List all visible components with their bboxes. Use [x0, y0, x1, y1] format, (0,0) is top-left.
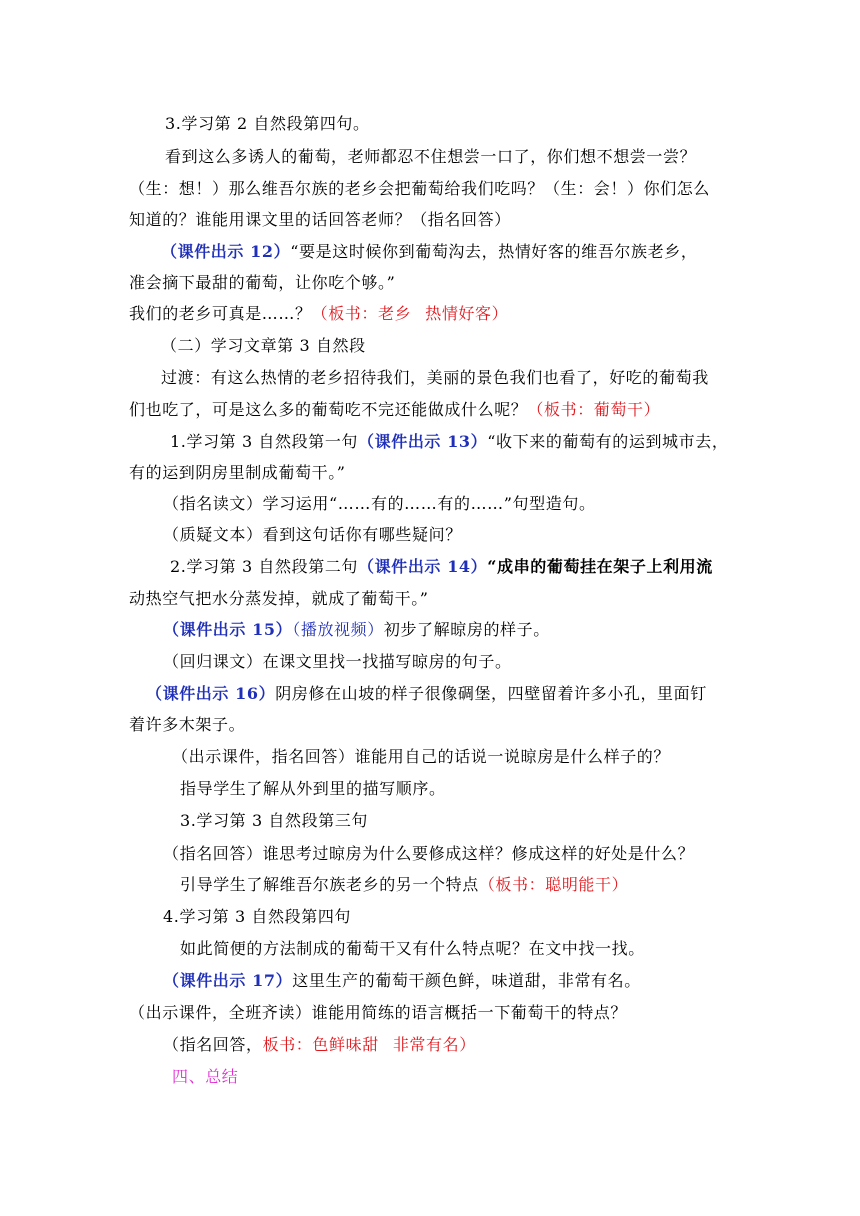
section-heading-summary: 四、总结 [172, 1067, 239, 1086]
line-22: 指导学生了解从外到里的描写顺序。 [180, 779, 446, 798]
line-18: （回归课文）在课文里找一找描写晾房的句子。 [163, 652, 512, 671]
line-10-text: 们也吃了，可是这么多的葡萄吃不完还能做成什么呢？ [129, 400, 528, 419]
line-6: 准会摘下最甜的葡萄，让你吃个够。” [129, 273, 396, 292]
line-21: （出示课件，指名回答）谁能用自己的话说一说晾房是什么样子的？ [172, 747, 671, 766]
line-8-section-heading: （二）学习文章第 3 自然段 [161, 336, 366, 355]
line-2: 看到这么多诱人的葡萄，老师都忍不住想尝一口了，你们想不想尝一尝？ [165, 147, 697, 166]
line-25-text: 引导学生了解维吾尔族老乡的另一个特点 [180, 875, 479, 894]
line-14: （质疑文本）看到这句话你有哪些疑问？ [163, 525, 462, 544]
line-4: 知道的？谁能用课文里的话回答老师？（指名回答） [129, 210, 511, 229]
line-7-text: 我们的老乡可真是……？ [129, 304, 312, 323]
board-note-laoxiang: （板书：老乡 [311, 304, 412, 323]
board-note-smart: （板书：聪明能干） [478, 875, 629, 894]
line-26: 4.学习第 3 自然段第四句 [163, 907, 352, 926]
courseware-label-13: （课件出示 13） [358, 432, 488, 451]
courseware-label-12: （课件出示 12） [161, 242, 291, 261]
line-19 [146, 682, 707, 706]
line-15 [170, 555, 713, 579]
line-5-text: “要是这时候你到葡萄沟去，热情好客的维吾尔族老乡， [290, 242, 698, 261]
line-13: （指名读文）学习运用“……有的……有的……”句型造句。 [163, 494, 596, 513]
line-11 [170, 430, 728, 454]
line-11-b: “收下来的葡萄有的运到城市去， [487, 432, 729, 451]
line-20: 着许多木架子。 [129, 715, 246, 734]
courseware-label-17: （课件出示 17） [163, 971, 293, 990]
line-17-text: 初步了解晾房的样子。 [383, 620, 550, 639]
line-29: （出示课件，全班齐读）谁能用简练的语言概括一下葡萄干的特点？ [129, 1003, 628, 1022]
courseware-label-16: （课件出示 16） [146, 684, 276, 703]
board-note-famous: 非常有名） [392, 1035, 476, 1054]
line-11-a: 1.学习第 3 自然段第一句 [170, 432, 359, 451]
line-7 [129, 302, 508, 326]
line-24: （指名回答）谁思考过晾房为什么要修成这样？修成这样的好处是什么？ [163, 844, 695, 863]
courseware-label-15: （课件出示 15） [163, 620, 293, 639]
line-1: 3.学习第 2 自然段第四句。 [165, 114, 370, 133]
line-15-a: 2.学习第 3 自然段第二句 [170, 557, 359, 576]
line-12: 有的运到阴房里制成葡萄干。” [129, 463, 346, 482]
line-25 [180, 873, 628, 897]
line-30-text: （指名回答， [163, 1035, 263, 1054]
line-9: 过渡：有这么热情的老乡招待我们，美丽的景色我们也看了，好吃的葡萄我 [161, 368, 709, 387]
play-video-label: （播放视频） [292, 620, 384, 639]
courseware-label-14: （课件出示 14） [358, 557, 488, 576]
line-23: 3.学习第 3 自然段第三句 [180, 811, 369, 830]
line-5 [161, 240, 697, 264]
line-30 [163, 1033, 476, 1057]
line-28-text: 这里生产的葡萄干颜色鲜，味道甜，非常有名。 [292, 971, 641, 990]
line-3: （生：想！）那么维吾尔族的老乡会把葡萄给我们吃吗？（生：会！）你们怎么 [129, 179, 711, 198]
line-19-text: 阴房修在山坡的样子很像碉堡，四壁留着许多小孔，里面钉 [275, 684, 707, 703]
line-15-b: “成串的葡萄挂在架子上利用流 [487, 557, 713, 576]
board-note-raisin: （板书：葡萄干） [527, 400, 661, 419]
line-17 [163, 618, 550, 642]
line-28 [163, 969, 641, 993]
line-16: 动热空气把水分蒸发掉，就成了葡萄干。” [129, 589, 429, 608]
board-note-hospitable: 热情好客） [425, 304, 509, 323]
line-27: 如此简便的方法制成的葡萄干又有什么特点呢？在文中找一找。 [180, 939, 645, 958]
line-10 [129, 398, 660, 422]
board-note-color-taste: 板书：色鲜味甜 [262, 1035, 379, 1054]
